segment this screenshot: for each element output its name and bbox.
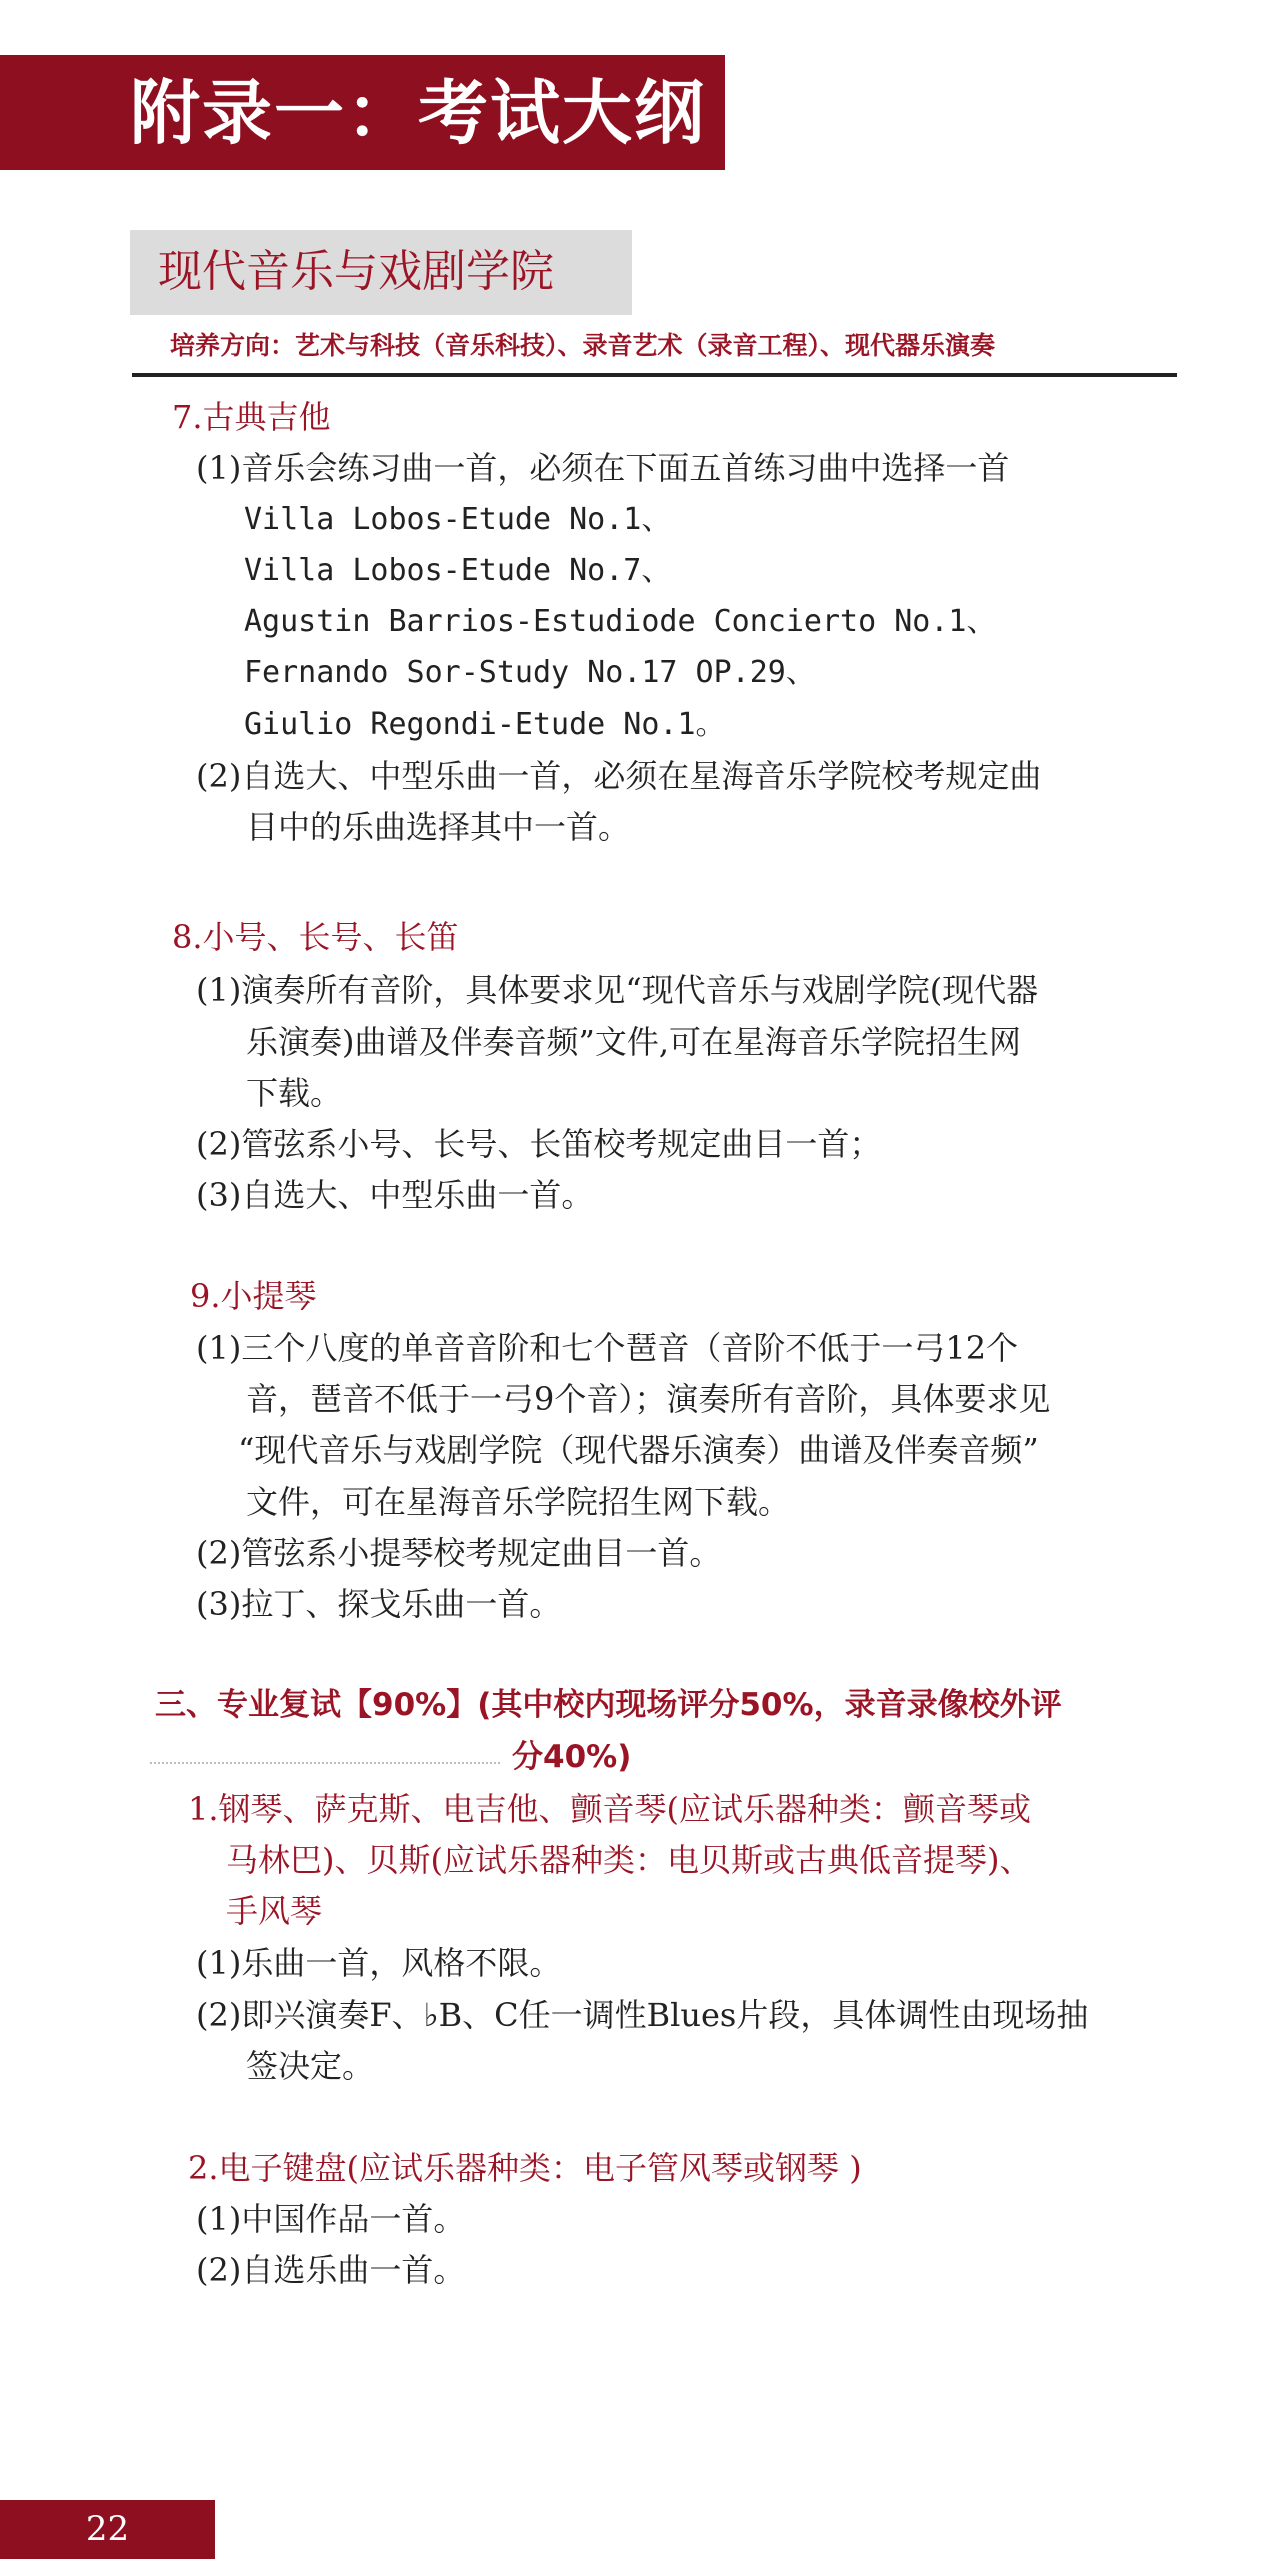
page-number: 22: [85, 2509, 130, 2549]
dotted-leader: [150, 1762, 500, 1764]
etude-3: Agustin Barrios-Estudiode Concierto No.1、: [244, 604, 997, 639]
piano-heading-line-3: 手风琴: [226, 1892, 323, 1930]
guitar-heading: 7.古典吉他: [172, 398, 331, 436]
piano-item-2-line-2: 签决定。: [246, 2047, 375, 2085]
etude-2: Villa Lobos-Etude No.7、: [244, 553, 672, 588]
violin-item-1-line-2: 音，琶音不低于一弓9个音）；演奏所有音阶，具体要求见: [246, 1380, 1051, 1418]
keyboard-item-1: (1)中国作品一首。: [196, 2200, 466, 2238]
piano-heading-line-2: 马林巴)、贝斯(应试乐器种类：电贝斯或古典低音提琴)、: [226, 1841, 1032, 1879]
retest-heading-line-1: 三、专业复试【90%】(其中校内现场评分50%，录音录像校外评: [155, 1687, 1062, 1723]
etude-1: Villa Lobos-Etude No.1、: [244, 502, 672, 537]
violin-item-1-line-4: 文件，可在星海音乐学院招生网下载。: [246, 1483, 791, 1521]
piano-item-2-line-1: (2)即兴演奏F、♭B、C任一调性Blues片段，具体调性由现场抽: [196, 1996, 1089, 2034]
guitar-item-2-line-1: (2)自选大、中型乐曲一首，必须在星海音乐学院校考规定曲: [196, 757, 1042, 795]
divider-rule: [132, 373, 1177, 377]
keyboard-item-2: (2)自选乐曲一首。: [196, 2251, 466, 2289]
piano-item-1: (1)乐曲一首，风格不限。: [196, 1944, 562, 1982]
school-name: 现代音乐与戏剧学院: [158, 246, 554, 297]
page-title: 附录一：考试大纲: [130, 72, 706, 154]
brass-item-3: (3)自选大、中型乐曲一首。: [196, 1176, 594, 1214]
piano-heading-line-1: 1.钢琴、萨克斯、电吉他、颤音琴(应试乐器种类：颤音琴或: [188, 1790, 1032, 1828]
brass-heading: 8.小号、长号、长笛: [172, 918, 459, 956]
training-direction: 培养方向：艺术与科技（音乐科技）、录音艺术（录音工程）、现代器乐演奏: [170, 331, 996, 360]
violin-item-2: (2)管弦系小提琴校考规定曲目一首。: [196, 1534, 722, 1572]
violin-heading: 9.小提琴: [190, 1277, 317, 1315]
brass-item-1-line-1: (1)演奏所有音阶，具体要求见“现代音乐与戏剧学院(现代器: [196, 971, 1039, 1009]
guitar-item-2-line-2: 目中的乐曲选择其中一首。: [246, 808, 631, 846]
violin-item-3: (3)拉丁、探戈乐曲一首。: [196, 1585, 562, 1623]
violin-item-1-line-3: “现代音乐与戏剧学院（现代器乐演奏）曲谱及伴奏音频”: [238, 1431, 1039, 1469]
retest-heading-line-2: 分40%): [512, 1739, 632, 1775]
etude-5: Giulio Regondi-Etude No.1。: [244, 707, 726, 742]
violin-item-1-line-1: (1)三个八度的单音音阶和七个琶音（音阶不低于一弓12个: [196, 1329, 1019, 1367]
brass-item-2: (2)管弦系小号、长号、长笛校考规定曲目一首；: [196, 1125, 882, 1163]
guitar-item-1: (1)音乐会练习曲一首，必须在下面五首练习曲中选择一首: [196, 449, 1010, 487]
keyboard-heading: 2.电子键盘(应试乐器种类：电子管风琴或钢琴 ): [188, 2149, 862, 2187]
etude-4: Fernando Sor-Study No.17 OP.29、: [244, 655, 816, 690]
brass-item-1-line-3: 下载。: [246, 1074, 343, 1112]
brass-item-1-line-2: 乐演奏)曲谱及伴奏音频”文件,可在星海音乐学院招生网: [246, 1023, 1022, 1061]
